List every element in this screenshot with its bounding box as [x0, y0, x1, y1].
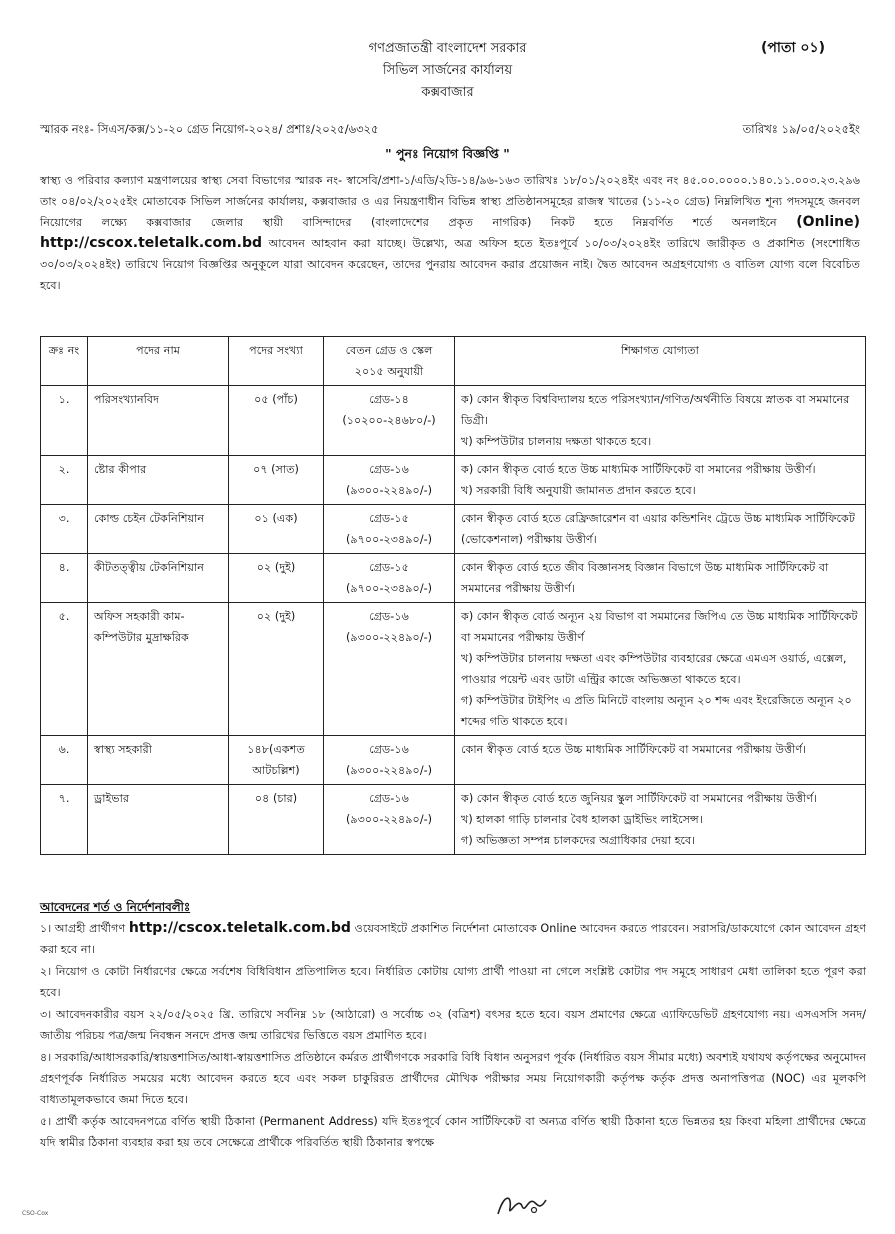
row-qualification-cell — [455, 785, 866, 855]
qualification-item: ক) কোন স্বীকৃত বোর্ড হতে উচ্চ মাধ্যমিক সার্টিফিকেট বা সমানের পরীক্ষায় উত্তীর্ণ। — [461, 463, 816, 476]
row-grade-cell — [324, 505, 455, 554]
memo-ref: স্মারক নংঃ- সিএস/কক্স/১১-২০ গ্রেড নিয়োগ-২০২৪/ প্রশাঃ/২০২৫/৬৩২৫ — [40, 122, 379, 136]
row-post-name: ষ্টোর কীপার — [88, 456, 229, 505]
header-sl: ক্রঃ নং — [41, 337, 88, 386]
row-grade: গ্রেড-১৫ — [369, 561, 409, 574]
qualification-item: গ) কম্পিউটার টাইপিং এ প্রতি মিনিটে বাংলায় অন্যূন ২০ শব্দ এবং ইংরেজিতে অন্যূন ২০ শব্দের গতি থাকতে হবে। — [461, 694, 852, 728]
footer-code: CSO-Cox — [22, 1210, 49, 1217]
table-row — [41, 505, 866, 554]
page-number: (পাতা ০১) — [761, 40, 825, 56]
instruction-2: ২। নিয়োগ ও কোটা নির্ধারণের ক্ষেত্রে সর্বশেষ বিধিবিধান প্রতিপালিত হবে। নির্ধারিত কোটায় যোগ্য প্রার্থী পাওয়া না গেলে সংশ্লিষ্ট কোটার পদ সমূহে সাধারণ মেধা তালিকা হতে পূরণ করা হবে। — [40, 965, 866, 999]
row-post-count: ১৪৮(একশত আটচল্লিশ) — [229, 736, 324, 785]
intro-text-1: স্বাস্থ্য ও পরিবার কল্যাণ মন্ত্রণালয়ের স্বাস্থ্য সেবা বিভাগের স্মারক নং- স্বাসেবি/প্রশা-১/এডি/২ডি-১৪/৯৬-১৬৩ তারিখঃ ১৮/০১/২০২৪ইং এবং নং ৪৫.০০.০০০০.১৪০.১১.০০৩.২৩.২৯৬ তাং ০৪/০২/২০২৫ইং মোতাবেক সিভিল সার্জনের কার্যালয়, কক্সবাজার ও এর নিয়ন্ত্রণাধীন বিভিন্ন স্বাস্থ্য প্রতিষ্ঠানসমূহের রাজস্ব খাতের (১১-২০ গ্রেড) নিম্নলিখিত শূন্য পদসমূহে জনবল নিয়োগের লক্ষ্যে কক্সবাজার জেলার স্থায়ী বাসিন্দাদের (বাংলাদেশের প্রকৃত নাগরিক) নিকট হতে নিম্নবর্ণিত শর্তে অনলাইনে — [40, 174, 860, 229]
row-scale: (৯৩০০-২২৪৯০/-) — [346, 631, 432, 644]
row-post-name: কীটতত্ত্বীয় টেকনিশিয়ান — [88, 554, 229, 603]
row-grade-cell — [324, 736, 455, 785]
district-name: কক্সবাজার — [421, 85, 474, 100]
table-row — [41, 785, 866, 855]
qualification-item: কোন স্বীকৃত বোর্ড হতে উচ্চ মাধ্যমিক সার্টিফিকেট বা সমমানের পরীক্ষায় উত্তীর্ণ। — [461, 743, 807, 756]
row-post-count: ০৭ (সাত) — [229, 456, 324, 505]
row-post-count: ০৫ (পাঁচ) — [229, 386, 324, 456]
instruction-4: ৪। সরকারি/আধাসরকারি/স্বায়ত্তশাসিত/আধা-স্বায়ত্তশাসিত প্রতিষ্ঠানে কর্মরত প্রার্থীগণকে সরকারি বিধি বিধান অনুসরণ পূর্বক (নির্ধারিত বয়স সীমার মধ্যে) অবশ্যই যথাযথ কর্তৃপক্ষের অনুমোদন গ্রহণপূর্বক নির্ধারিত সময়ের মধ্যে আবেদন করতে হবে এবং সকল চাকুরিরত প্রার্থীদের মৌখিক পরীক্ষার সময় নিয়োগকারী কর্তৃপক্ষ কর্তৃক প্রদত্ত অনাপত্তিপত্র (NOC) এর মূলকপি বাধ্যতামূলকভাবে জমা দিতে হবে। — [40, 1051, 866, 1106]
row-post-count: ০২ (দুই) — [229, 554, 324, 603]
row-scale: (৯৩০০-২২৪৯০/-) — [346, 484, 432, 497]
row-scale: (৯৭০০-২৩৪৯০/-) — [346, 533, 432, 546]
row-qualification-cell — [455, 456, 866, 505]
row-post-count: ০১ (এক) — [229, 505, 324, 554]
qualification-item: খ) কম্পিউটার চালনায় দক্ষতা থাকতে হবে। — [461, 435, 652, 448]
memo-date: তারিখঃ ১৯/০৫/২০২৫ইং — [742, 122, 860, 136]
row-sl: ৩. — [41, 505, 88, 554]
instructions-title: আবেদনের শর্ত ও নির্দেশনাবলীঃ — [40, 900, 191, 914]
qualification-item: ক) কোন স্বীকৃত বোর্ড অন্যূন ২য় বিভাগ বা সমমানের জিপিএ তে উচ্চ মাধ্যমিক সার্টিফিকেট বা সমমানের পরীক্ষায় উত্তীর্ণ — [461, 610, 858, 644]
table-row — [41, 386, 866, 456]
instruction-3: ৩। আবেদনকারীর বয়স ২২/০৫/২০২৫ খ্রি. তারিখে সর্বনিম্ন ১৮ (আঠারো) ও সর্বোচ্চ ৩২ (বত্রিশ) বৎসর হতে হবে। বয়স প্রমাণের ক্ষেত্রে এ্যাফিডেভিট গ্রহণযোগ্য নয়। এসএসসি সনদ/জাতীয় পরিচয় পত্র/জন্ম নিবন্ধন সনদে প্রদত্ত জন্ম তারিখের ভিত্তিতে বয়স প্রমাণিত হবে। — [40, 1008, 866, 1042]
qualification-item: কোন স্বীকৃত বোর্ড হতে জীব বিজ্ঞানসহ বিজ্ঞান বিভাগে উচ্চ মাধ্যমিক সার্টিফিকেট বা সমমানের পরীক্ষায় উত্তীর্ণ। — [461, 561, 829, 595]
row-sl: ৪. — [41, 554, 88, 603]
row-sl: ৭. — [41, 785, 88, 855]
row-scale: (৯৩০০-২২৪৯০/-) — [346, 764, 432, 777]
row-sl: ৬. — [41, 736, 88, 785]
office-name: সিভিল সার্জনের কার্যালয় — [382, 63, 513, 78]
row-post-name: অফিস সহকারী কাম-কম্পিউটার মুদ্রাক্ষরিক — [88, 603, 229, 736]
qualification-item: ক) কোন স্বীকৃত বোর্ড হতে জুনিয়র স্কুল সার্টিফিকেট বা সমমানের পরীক্ষায় উত্তীর্ণ। — [461, 792, 817, 805]
posts-table — [40, 336, 866, 855]
table-row — [41, 554, 866, 603]
row-sl: ২. — [41, 456, 88, 505]
header-post-count: পদের সংখ্যা — [229, 337, 324, 386]
table-row — [41, 456, 866, 505]
row-qualification-cell — [455, 736, 866, 785]
online-link[interactable]: (Online) http://cscox.teletalk.com.bd — [40, 214, 860, 251]
row-post-count: ০৪ (চার) — [229, 785, 324, 855]
row-post-name: কোল্ড চেইন টেকনিশিয়ান — [88, 505, 229, 554]
table-row — [41, 603, 866, 736]
header-post-name: পদের নাম — [88, 337, 229, 386]
header-grade: বেতন গ্রেড ও স্কেল ২০১৫ অনুযায়ী — [324, 337, 455, 386]
qualification-item: খ) সরকারী বিধি অনুযায়ী জামানত প্রদান করতে হবে। — [461, 484, 696, 497]
row-grade-cell — [324, 603, 455, 736]
row-grade-cell — [324, 386, 455, 456]
row-grade: গ্রেড-১৬ — [369, 610, 409, 623]
row-grade-cell — [324, 554, 455, 603]
row-sl: ১. — [41, 386, 88, 456]
qualification-item: খ) হালকা গাড়ি চালনার বৈধ হালকা ড্রাইভিং লাইসেন্স। — [461, 813, 703, 826]
row-post-name: ড্রাইভার — [88, 785, 229, 855]
row-grade-cell — [324, 456, 455, 505]
row-scale: (৯৭০০-২৩৪৯০/-) — [346, 582, 432, 595]
govt-name: গণপ্রজাতন্ত্রী বাংলাদেশ সরকার — [368, 41, 527, 56]
row-qualification-cell — [455, 554, 866, 603]
qualification-item: গ) অভিজ্ঞতা সম্পন্ন চালকদের অগ্রাধিকার দেয়া হবে। — [461, 834, 696, 847]
apply-link[interactable]: http://cscox.teletalk.com.bd — [128, 920, 351, 936]
notice-title: " পুনঃ নিয়োগ বিজ্ঞপ্তি " — [385, 146, 510, 161]
intro-paragraph — [40, 170, 860, 296]
instructions — [40, 918, 866, 1154]
row-qualification-cell — [455, 386, 866, 456]
row-post-name: পরিসংখ্যানবিদ — [88, 386, 229, 456]
row-grade: গ্রেড-১৬ — [369, 743, 409, 756]
row-qualification-cell — [455, 603, 866, 736]
row-grade-cell — [324, 785, 455, 855]
signature-mark — [494, 1188, 550, 1222]
row-post-name: স্বাস্থ্য সহকারী — [88, 736, 229, 785]
row-grade: গ্রেড-১৬ — [369, 792, 409, 805]
row-qualification-cell — [455, 505, 866, 554]
instruction-1: ১। আগ্রহী প্রার্থীগণ http://cscox.teletalk.com.bd ওয়েবসাইটে প্রকাশিত নির্দেশনা মোতাবেক Online আবেদন করতে পারবেন। সরাসরি/ডাকযোগে কোন আবেদন গ্রহণ করা হবে না। — [40, 920, 866, 956]
table-header-row — [41, 337, 866, 386]
instruction-5: ৫। প্রার্থী কর্তৃক আবেদনপত্রে বর্ণিত স্থায়ী ঠিকানা (Permanent Address) যদি ইতঃপূর্বে কোন সার্টিফিকেট বা অন্যত্র বর্ণিত স্থায়ী ঠিকানা হতে ভিন্নতর হয় কিংবা মহিলা প্রার্থীদের ক্ষেত্রে যদি স্বামীর ঠিকানা ব্যবহার করা হয় তবে সেক্ষেত্রে প্রার্থীকে পরিবর্তিত স্থায়ী ঠিকানার স্বপক্ষে — [40, 1115, 866, 1149]
row-post-count: ০২ (দুই) — [229, 603, 324, 736]
qualification-item: খ) কম্পিউটার চালনায় দক্ষতা এবং কম্পিউটার ব্যবহারের ক্ষেত্রে এমএস ওয়ার্ড, এক্সেল, পাওয়ার পয়েন্ট এবং ডাটা এন্ট্রির কাজে অভিজ্ঞতা থাকতে হবে। — [461, 652, 847, 686]
qualification-item: কোন স্বীকৃত বোর্ড হতে রেফ্রিজারেশন বা এয়ার কন্ডিশনিং ট্রেডে উচ্চ মাধ্যমিক সার্টিফিকেট (ভোকেশনাল) পরীক্ষায় উত্তীর্ণ। — [461, 512, 855, 546]
row-sl: ৫. — [41, 603, 88, 736]
row-grade: গ্রেড-১৫ — [369, 512, 409, 525]
intro-text-2: আবেদন আহবান করা যাচ্ছে। উল্লেখ্য, অত্র অফিস হতে ইতঃপূর্বে ১০/০৩/২০২৪ইং তারিখে জারীকৃত ও প্রকাশিত (সংশোধিত ৩০/০৩/২০২৪ইং) তারিখে নিয়োগ বিজ্ঞপ্তির অনুকূলে যারা আবেদন করেছেন, তাদের পুনরায় আবেদন করার প্রয়োজন নাই। দ্বৈত আবেদন অগ্রহণযোগ্য ও বাতিল যোগ্য বলে বিবেচিত হবে। — [40, 237, 861, 292]
row-scale: (১০২০০-২৪৬৮০/-) — [342, 414, 436, 427]
row-grade: গ্রেড-১৪ — [369, 393, 409, 406]
table-row — [41, 736, 866, 785]
qualification-item: ক) কোন স্বীকৃত বিশ্ববিদ্যালয় হতে পরিসংখ্যান/গণিত/অর্থনীতি বিষয়ে স্নাতক বা সমমানের ডিগ্রী। — [461, 393, 850, 427]
row-grade: গ্রেড-১৬ — [369, 463, 409, 476]
header-qualification: শিক্ষাগত যোগ্যতা — [455, 337, 866, 386]
row-scale: (৯৩০০-২২৪৯০/-) — [346, 813, 432, 826]
